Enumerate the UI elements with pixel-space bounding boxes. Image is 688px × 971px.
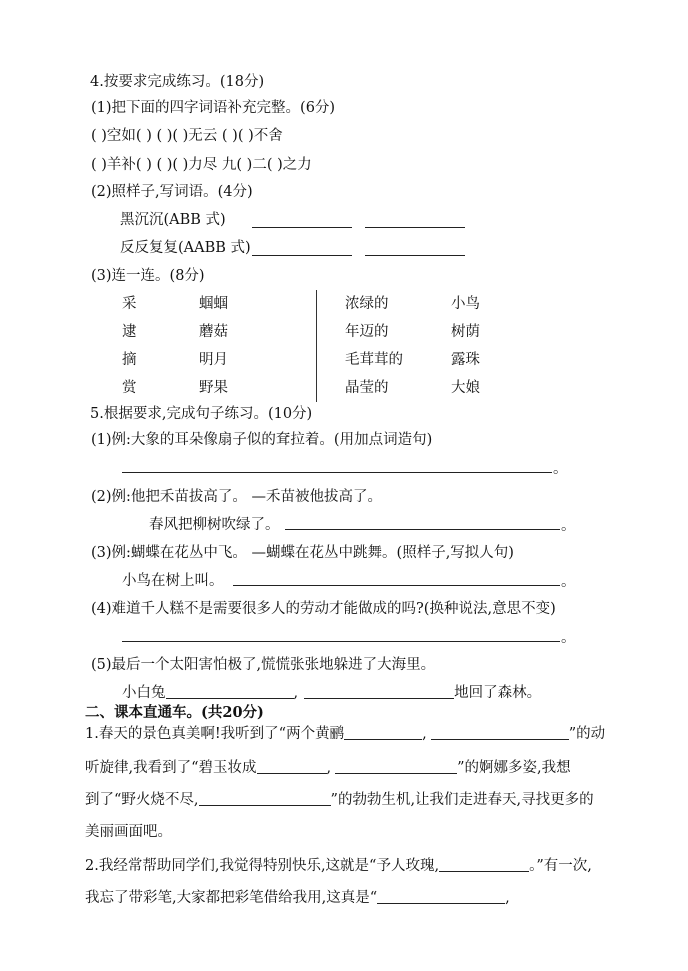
match-left-b-1[interactable]: 蘑菇 [199, 324, 228, 340]
aabb-label: 反反复复(AABB 式) [120, 240, 251, 256]
match-left-b-0[interactable]: 蝈蝈 [199, 296, 228, 312]
q4-heading: 4.按要求完成练习。(18分) [90, 74, 265, 90]
match-left-a-1[interactable]: 逮 [122, 324, 137, 340]
aabb-blank-1[interactable] [252, 241, 352, 256]
l5-text-b: 。”有一次, [529, 858, 592, 874]
l6-text-b: , [505, 890, 510, 906]
period-2: 。 [561, 518, 576, 534]
part2-line-2 [85, 759, 571, 777]
l5-text-a: 2.我经常帮助同学们,我觉得特别快乐,这就是“予人玫瑰, [85, 858, 440, 874]
match-right-a-1[interactable]: 年迈的 [345, 324, 389, 340]
match-left-b-2[interactable]: 明月 [199, 352, 228, 368]
blank-l3-1[interactable] [199, 791, 331, 806]
l1-text-b: , [422, 726, 427, 742]
match-left-a-3[interactable]: 赏 [122, 380, 137, 396]
s5b-suffix: 地回了森林。 [454, 685, 542, 701]
abb-label: 黑沉沉(ABB 式) [120, 212, 226, 228]
match-right-b-1[interactable]: 树荫 [451, 324, 480, 340]
l2-text-a: 听旋律,我看到了“碧玉妆成 [85, 760, 257, 776]
answer-line-1[interactable] [122, 458, 552, 473]
part2-line-6 [85, 889, 510, 907]
part2-line-3 [85, 791, 594, 809]
l1-text-c: ”的动 [568, 726, 606, 742]
period-4: 。 [561, 630, 576, 646]
match-left-a-0[interactable]: 采 [122, 296, 137, 312]
q4-part1-title: (1)把下面的四字词语补充完整。(6分) [91, 100, 336, 116]
q5-sentence-3b: 小鸟在树上叫。 [122, 573, 224, 589]
match-right-a-3[interactable]: 晶莹的 [345, 380, 389, 396]
s5b-comma: , [293, 685, 299, 701]
q4-part2-title: (2)照样子,写词语。(4分) [91, 184, 253, 200]
part2-line-1 [85, 725, 605, 743]
q5-sentence-1: (1)例:大象的耳朵像扇子似的耷拉着。(用加点词造句) [91, 432, 433, 448]
blank-l1-2[interactable] [431, 725, 569, 740]
l6-text-a: 我忘了带彩笔,大家都把彩笔借给我用,这真是“ [85, 890, 378, 906]
l2-text-c: ”的婀娜多姿,我想 [457, 760, 571, 776]
abb-blank-1[interactable] [252, 213, 352, 228]
match-right-a-2[interactable]: 毛茸茸的 [345, 352, 403, 368]
answer-line-4[interactable] [122, 627, 560, 642]
q5-sentence-2b: 春风把柳树吹绿了。 [149, 517, 280, 533]
period-1: 。 [553, 461, 568, 477]
q5-sentence-4: (4)难道千人糕不是需要很多人的劳动才能做成的吗?(换种说法,意思不变) [91, 601, 556, 617]
answer-line-3[interactable] [233, 571, 560, 586]
blank-l6-1[interactable] [377, 889, 505, 904]
period-3: 。 [561, 574, 576, 590]
l1-text-a: 1.春天的景色真美啊!我听到了“两个黄鹂 [85, 726, 345, 742]
match-right-b-3[interactable]: 大娘 [451, 380, 480, 396]
part2-line-5 [85, 857, 592, 875]
answer-blank-5a[interactable] [166, 684, 294, 699]
blank-l2-1[interactable] [257, 759, 327, 774]
match-right-a-0[interactable]: 浓绿的 [345, 296, 389, 312]
blank-l5-1[interactable] [439, 857, 529, 872]
part2-line-4: 美丽画面吧。 [85, 824, 172, 840]
q4-example-abb [120, 211, 226, 229]
match-left-b-3[interactable]: 野果 [199, 380, 228, 396]
l3-text-b: ”的勃勃生机,让我们走进春天,寻找更多的 [330, 792, 594, 808]
l3-text-a: 到了“野火烧不尽, [85, 792, 199, 808]
abb-blank-2[interactable] [365, 213, 465, 228]
q5-sentence-2: (2)例:他把禾苗拔高了。 —禾苗被他拔高了。 [91, 489, 383, 505]
q4-example-aabb [120, 239, 251, 257]
q4-part3-title: (3)连一连。(8分) [91, 268, 205, 284]
blank-l2-2[interactable] [335, 759, 457, 774]
q4-idiom-row2: ( )羊补( ) ( )( )力尽 九( )二( )之力 [91, 157, 312, 173]
match-right-b-2[interactable]: 露珠 [451, 352, 480, 368]
q5-sentence-3: (3)例:蝴蝶在花丛中飞。 —蝴蝶在花丛中跳舞。(照样子,写拟人句) [91, 545, 514, 561]
q5-sentence-5b [122, 684, 541, 702]
aabb-blank-2[interactable] [365, 241, 465, 256]
match-left-a-2[interactable]: 摘 [122, 352, 137, 368]
part2-heading: 二、课本直通车。(共20分) [85, 704, 264, 721]
l2-text-b: , [326, 760, 332, 776]
match-divider [316, 290, 317, 402]
q4-idiom-row1: ( )空如( ) ( )( )无云 ( )( )不舍 [91, 128, 283, 144]
s5b-prefix: 小白兔 [122, 685, 166, 701]
answer-line-2[interactable] [285, 515, 560, 530]
q5-heading: 5.根据要求,完成句子练习。(10分) [90, 406, 313, 422]
q5-sentence-5: (5)最后一个太阳害怕极了,慌慌张张地躲进了大海里。 [91, 657, 436, 673]
match-right-b-0[interactable]: 小鸟 [451, 296, 480, 312]
blank-l1-1[interactable] [344, 725, 422, 740]
answer-blank-5b[interactable] [304, 684, 454, 699]
